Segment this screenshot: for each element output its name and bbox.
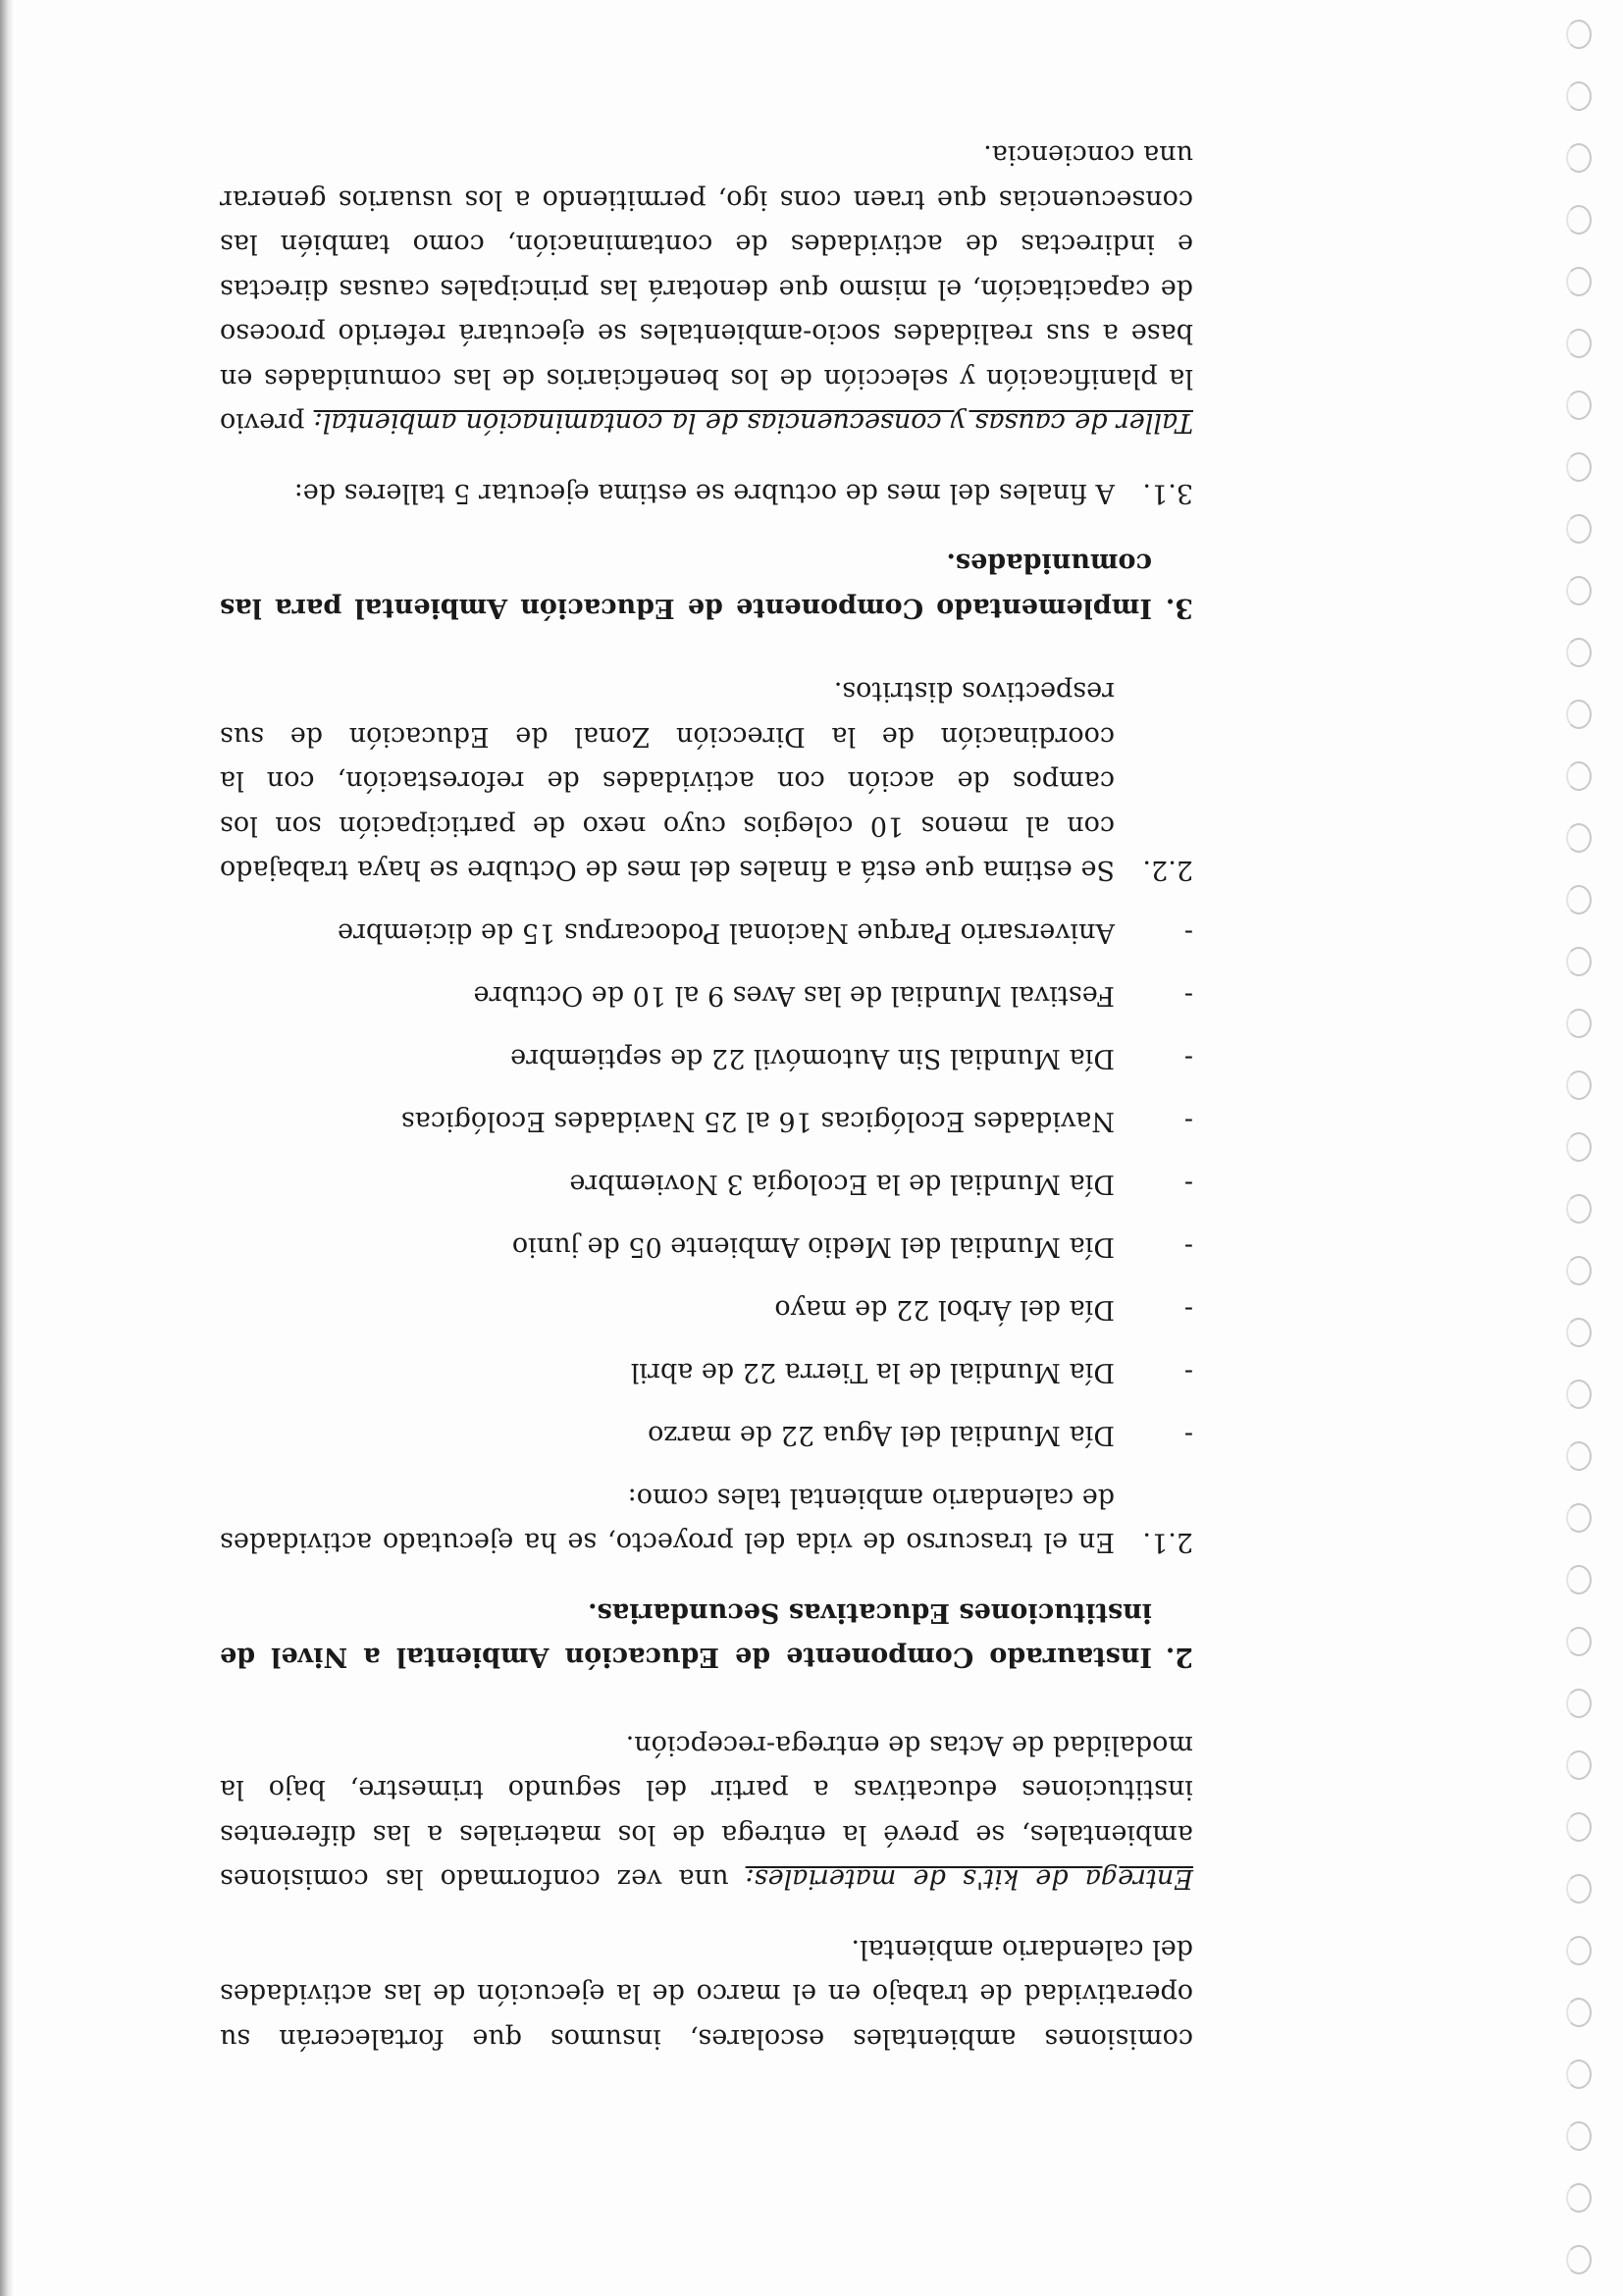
document-body <box>220 132 1193 2061</box>
list-item <box>220 911 1193 956</box>
list-item <box>220 1287 1193 1332</box>
item-2-2-text: Se estima que está a finales del mes de Octubre se haya trabajado con al menos 10 colegios cuyo nexo de participación son los campos de acción con actividades de reforestación, con la coordinación de la Dirección Zonal de Educación de sus respectivos distritos. <box>220 676 1115 886</box>
calendar-activities-list <box>220 911 1193 1458</box>
list-item-text: Día Mundial del Agua 22 de marzo <box>648 1420 1115 1451</box>
bullet-dash: - <box>1183 917 1193 949</box>
list-item-text: Día Mundial de la Tierra 22 de abril <box>630 1357 1115 1388</box>
list-item-text: Día Mundial del Medio Ambiente 05 de junio <box>511 1231 1115 1263</box>
item-3-1-number: 3.1. <box>1142 478 1193 508</box>
item-2-2 <box>220 669 1193 893</box>
list-item <box>220 1099 1193 1144</box>
item-2-2-number: 2.2. <box>1142 855 1193 886</box>
list-item-text: Navidades Ecológicas 16 al 25 Navidades Ecológicas <box>400 1106 1115 1137</box>
section-2-number: 2. <box>1165 1642 1193 1673</box>
kits-paragraph <box>220 1723 1193 1902</box>
bullet-dash: - <box>1183 1420 1193 1451</box>
item-2-1 <box>220 1476 1193 1565</box>
section-3-title: Implementado Componente de Educación Ambiental para las comunidades. <box>220 548 1152 623</box>
list-item-text: Día del Árbol 22 de mayo <box>774 1294 1115 1326</box>
item-2-1-text: En el trascurso de vida del proyecto, se ha ejecutado actividades de calendario ambiental tales como: <box>220 1483 1115 1558</box>
taller-paragraph <box>220 132 1193 445</box>
list-item-text: Día Mundial de la Ecología 3 Noviembre <box>569 1169 1115 1200</box>
list-item <box>220 1350 1193 1395</box>
list-item-text: Festival Mundial de las Aves 9 al 10 de Octubre <box>473 980 1115 1012</box>
bullet-dash: - <box>1183 1231 1193 1263</box>
list-item <box>220 1225 1193 1270</box>
intro-paragraph: comisiones ambientales escolares, insumos que fortalecerán su operatividad de trabajo en el marco de la ejecución de las actividades del calendario ambiental. <box>220 1934 1193 2054</box>
taller-label: Taller de causas y consecuencias de la contaminación ambiental: <box>313 407 1193 439</box>
list-item <box>220 1162 1193 1207</box>
bullet-dash: - <box>1183 1106 1193 1137</box>
bullet-dash: - <box>1183 1294 1193 1326</box>
bullet-dash: - <box>1183 1169 1193 1200</box>
list-item-text: Día Mundial Sin Automóvil 22 de septiembre <box>510 1043 1115 1074</box>
bullet-dash: - <box>1183 1357 1193 1388</box>
list-item-text: Aniversario Parque Nacional Podocarpus 15 de diciembre <box>338 917 1115 949</box>
list-item <box>220 973 1193 1018</box>
item-3-1-text: A finales del mes de octubre se estima ejecutar 5 talleres de: <box>293 478 1115 508</box>
section-2-title: Instaurado Componente de Educación Ambiental a Nivel de instituciones Educativas Secundarias. <box>220 1597 1152 1673</box>
item-2-1-number: 2.1. <box>1142 1527 1193 1558</box>
list-item <box>220 1036 1193 1081</box>
section-3-heading <box>220 541 1193 630</box>
section-3-number: 3. <box>1165 593 1193 623</box>
bullet-dash: - <box>1183 1043 1193 1074</box>
bullet-dash: - <box>1183 980 1193 1012</box>
kits-label: Entrega de kit's de materiales: <box>745 1863 1193 1895</box>
list-item <box>220 1413 1193 1458</box>
item-3-1 <box>220 471 1193 516</box>
section-2-heading <box>220 1591 1193 1680</box>
taller-text: previo la planificación y selección de los beneficiarios de las comunidades en base a sus realidades socio-ambientales se ejecutará referido proceso de capacitación, el mismo que denotará las principales causas directas e indirectas de actividades de contaminación, como también las consecuencias que traen cons igo, permitiendo a los usuarios generar una conciencia. <box>220 139 1193 439</box>
kits-text: una vez conformado las comisiones ambientales, se prevé la entrega de los materiales a las diferentes instituciones educativas a partir del segundo trimestre, bajo la modalidad de Actas de entrega-recepción. <box>220 1730 1193 1895</box>
